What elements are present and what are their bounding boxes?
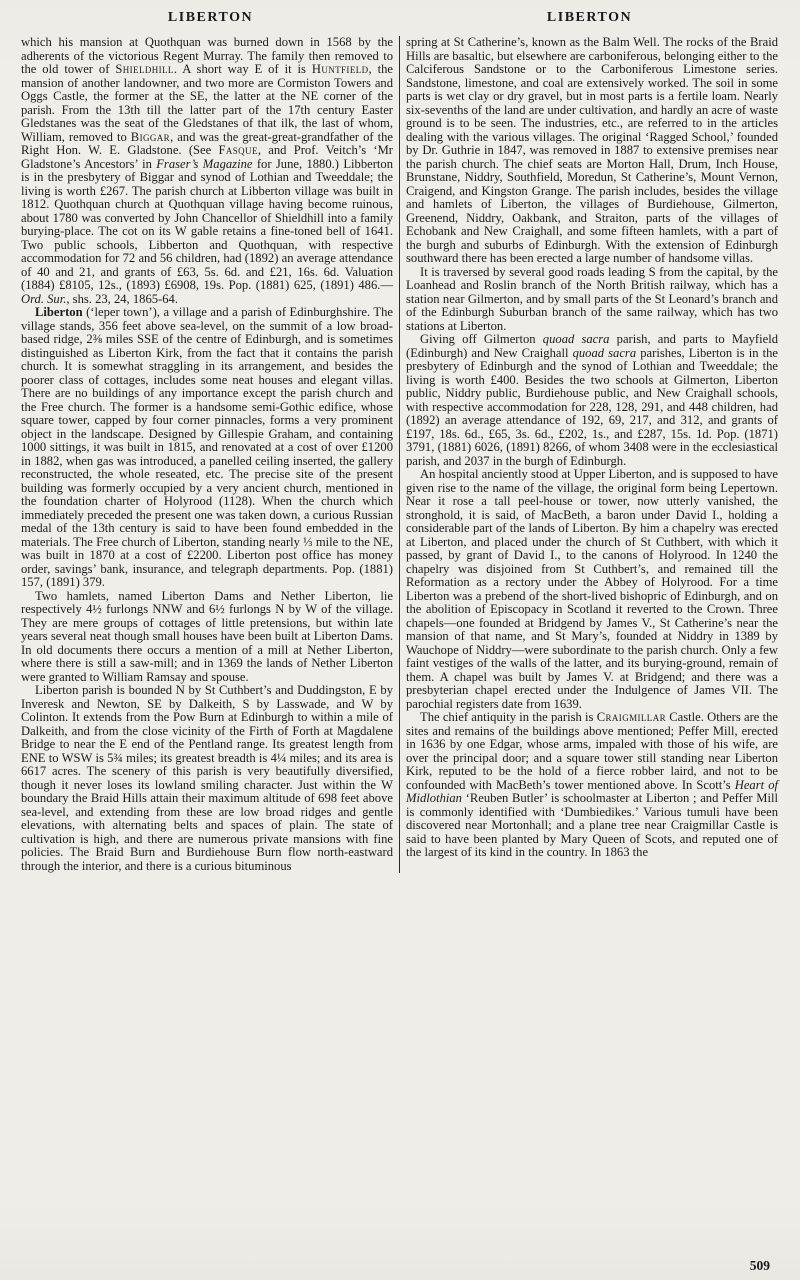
text-run: Giving off Gilmerton — [420, 332, 543, 346]
text-run: parish, and parts to Mayfield (Edinburgh) and New Craighall — [406, 332, 778, 360]
text-run: , the mansion of another landowner, and two more are Cormiston Towers and Oggs Castle, the former at the SE, the latter at the NE corner of the parish. From the 13th till the latter part of the 17th century Easter Gledstanes was the seat of the Gledstanes of that ilk, the last of whom, William, removed to — [21, 62, 393, 144]
text-run: Liberton — [35, 305, 83, 319]
paragraph — [406, 333, 778, 468]
running-head-right: LIBERTON — [546, 10, 633, 25]
text-run: Two hamlets, named Liberton Dams and Nether Liberton, lie respectively 4½ furlongs NNW and 6½ furlongs N by W of the village. They are mere groups of cottages of little pretensions, but within late years several neat though small houses have been built at Liberton Dams. In old documents there occurs a mention of a mill at Nether Liberton, where there is still a saw-mill; and in 1369 the lands of Nether Liberton were granted to William Ramsay and spouse. — [21, 588, 393, 684]
running-head-left: LIBERTON — [167, 10, 254, 25]
text-run: ‘Reuben Butler’ is schoolmaster at Liberton ; and Peffer Mill is commonly identified with ‘Dumbiedikes.’ Various tumuli have been discovered near Mortonhall; and a plane tree near Craigmillar Castle is said to have been planted by Mary Queen of Scots, and reputed one of the largest of its kind in the country. In 1863 the — [406, 791, 778, 859]
text-run: , and Prof. Veitch’s ‘Mr Gladstone’s Ancestors’ in — [21, 143, 393, 171]
text-run: , and was the great-great-grandfather of the Right Hon. W. E. Gladstone. (See — [21, 129, 393, 157]
text-run: Castle. Others are the sites and remains of the buildings above mentioned; Peffer Mill, erected in 1636 by one Edgar, whose arms, impaled with those of his wife, are over the principal door; and a square tower still standing near Liberton Kirk, reputed to be the hold of a fierce robber laird, and not to be confounded with MacBeth’s tower mentioned above. In Scott’s — [406, 710, 778, 792]
paragraph — [406, 266, 778, 334]
text-run: Biggar — [130, 129, 171, 144]
text-run: for June, 1880.) Libberton is in the presbytery of Biggar and synod of Lothian and Tweeddale; the living is worth £267. The parish church at Libberton village was built in 1812. Quothquan church at Quothquan village having become ruinous, about 1780 was converted by John Chancellor of Shieldhill into a family burying-place. The cot on its W gable retains a fine-toned bell of 1641. Two public schools, Libberton and Quothquan, with respective accommodation for 72 and 56 children, had (1892) an average attendance of 40 and 21, and grants of £63, 5s. 6d. and £21, 16s. 6d. Valuation (1884) £8105, 12s., (1893) £6908, 19s. Pop. (1881) 625, (1891) 486.— — [21, 156, 393, 292]
text-run: quoad sacra — [542, 332, 610, 346]
paragraph — [21, 684, 393, 873]
text-run: Heart of Midlothian — [406, 777, 778, 805]
text-run: Huntfield — [311, 62, 369, 76]
page-number: 509 — [749, 1258, 770, 1273]
text-run: An hospital anciently stood at Upper Liberton, and is supposed to have given rise to the name of the village, the original form being Lepertown. Near it rose a tall peel-house or tower, now utterly vanished, the stronghold, it is said, of MacBeth, a baron under David I., holding a considerable part of the lands of Liberton. By him a chapelry was erected at Liberton, and placed under the church of St Cuthbert, with which it passed, by grant of David I., to the canons of Holyrood. In 1240 the chapelry was disjoined from St Cuthbert’s, and remained till the Reformation as a rectory under the Abbey of Holyrood. For a time Liberton was a prebend of the short-lived bishopric of Edinburgh, and on the abolition of Episcopacy in Scotland it reverted to the Crown. Three chapels—one founded at Bridgend by James V., St Catherine’s near the mansion of that name, and St Mary’s, founded at Niddry in 1389 by Wauchope of Niddry—were subordinate to the parish church. Only a few faint vestiges of the walls of the latter, and its burying-ground, remain of them. A chapel was built by James V. at Bridgend; and there was a presbyterian chapel erected under the Indulgence of James VII. The parochial registers date from 1639. — [406, 467, 778, 711]
text-run: Craigmillar — [596, 710, 666, 724]
text-run: Fasque — [218, 143, 258, 157]
text-run: Ord. Sur. — [21, 291, 67, 306]
text-column-right — [406, 36, 778, 873]
text-run: It is traversed by several good roads leading S from the capital, by the Loanhead and Roslin branch of the North British railway, which has a station near Gilmerton, and by small parts of the St Leonard’s branch and of the Edinburgh Suburban branch of the same railway, which has two stations at Liberton. — [406, 264, 778, 333]
text-run: Fraser’s Magazine — [156, 156, 253, 171]
paragraph — [406, 468, 778, 711]
column-layout — [21, 36, 779, 873]
text-run: , shs. 23, 24, 1865-64. — [66, 291, 178, 306]
text-run: which his mansion at Quothquan was burned down in 1568 by the adherents of the victorious Regent Murray. The family then removed to the old tower of — [21, 35, 393, 76]
text-run: (‘leper town’), a village and a parish of Edinburghshire. The village stands, 356 feet above sea-level, on the summit of a low broad-based ridge, 2⅜ miles SSE of the centre of Edinburgh, and is sometimes distinguished as Liberton Kirk, from the fact that it contains the parish church. It is somewhat straggling in its arrangement, and besides the poorer class of cottages, includes some neat houses and elegant villas. There are no buildings of any importance except the parish church and the Free church. The former is a handsome semi-Gothic edifice, whose square tower, capped by four corner pinnacles, forms a very prominent object in the landscape. Designed by Gillespie Graham, and containing 1000 sittings, it was built in 1815, and renovated at a cost of over £1200 in 1882, when gas was introduced, a panelled ceiling inserted, the gallery reconstructed, the whole reseated, etc. The precise site of the present building was formerly occupied by a very ancient church, mentioned in the foundation charter of Holyrood (1128). When the church which immediately preceded the present one was taken down, a curious Russian medal of the 13th century is said to have been found embedded in the materials. The Free church of Liberton, standing nearly ⅓ mile to the NE, was built in 1870 at a cost of £2200. Liberton post office has money order, savings’ bank, insurance, and telegraph departments. Pop. (1881) 157, (1891) 379. — [21, 305, 393, 589]
text-run: spring at St Catherine’s, known as the Balm Well. The rocks of the Braid Hills are basaltic, but elsewhere are carboniferous, belonging either to the Calciferous Sandstone or to the Carboniferous Limestone series. Sandstone, limestone, and coal are extensively worked. The soil in some parts is wet clay or dry gravel, but in most parts is a fertile loam. Nearly six-sevenths of the land are under cultivation, and hardly an acre of waste ground is to be seen. The industries, etc., are referred to in the articles dealing with the various villages. The original ‘Ragged School,’ founded by Dr. Guthrie in 1847, was removed in 1887 to extensive premises near the parish church. The chief seats are Morton Hall, Drum, Inch House, Brunstane, Niddry, Southfield, Moredun, St Catherine’s, Mount Vernon, Craigend, and Kingston Grange. The parish includes, besides the village and hamlets of Liberton, the villages of Burdiehouse, Gilmerton, Greenend, Niddry, Oakbank, and Straiton, parts of the villages of Echobank and New Craighall, and some fifteen hamlets, with a part of the burgh and suburbs of Edinburgh. With the extension of Edinburgh southward there has been erected a large number of handsome villas. — [406, 35, 778, 265]
paragraph — [406, 711, 778, 860]
text-column-left — [21, 36, 393, 873]
running-heads — [21, 10, 779, 36]
text-run: . A short way E of it is — [173, 62, 312, 76]
text-run: parishes, Liberton is in the presbytery of Edinburgh and the synod of Lothian and Tweeddale; the living is worth £400. Besides the two schools at Gilmerton, Liberton public, Niddry public, Burdiehouse public, and New Craighall schools, with respective accommodation for 228, 128, 291, and 448 children, had (1892) an average attendance of 192, 69, 217, and 312, and grants of £197, 18s. 6d., £65, 3s. 6d., £202, 1s., and £287, 15s. 1d. Pop. (1871) 3791, (1881) 6026, (1891) 8266, of whom 3408 were in the ecclesiastical parish, and 2037 in the burgh of Edinburgh. — [406, 345, 779, 468]
text-run: Liberton parish is bounded N by St Cuthbert’s and Duddingston, E by Inveresk and Newton, SE by Dalkeith, S by Lasswade, and W by Colinton. It extends from the Pow Burn at Edinburgh to within a mile of Dalkeith, and from the close vicinity of the Firth of Forth at Magdalene Bridge to near the E end of the Pentland range. Its greatest length from ENE to WSW is 5¾ miles; its greatest breadth is 4¼ miles; and its area is 6617 acres. The scenery of this parish is very beautifully diversified, though it never loses its lowland smiling character. Just within the W boundary the Braid Hills attain their maximum altitude of 698 feet above sea-level, and extending from these are low broad ridges and gentle elevations, with alternating belts and spaces of plain. The state of cultivation is high, and there are numerous private mansions with fine policies. The Braid Burn and Burdiehouse Burn flow north-eastward through the interior, and there is a curious bituminous — [21, 683, 393, 873]
column-divider — [399, 36, 400, 873]
text-run: Shieldhill — [115, 62, 174, 76]
text-run: quoad sacra — [572, 345, 637, 360]
paragraph — [21, 306, 393, 590]
text-run: The chief antiquity in the parish is — [420, 710, 597, 724]
paragraph — [21, 36, 393, 306]
paragraph — [21, 590, 393, 685]
paragraph — [406, 36, 778, 266]
